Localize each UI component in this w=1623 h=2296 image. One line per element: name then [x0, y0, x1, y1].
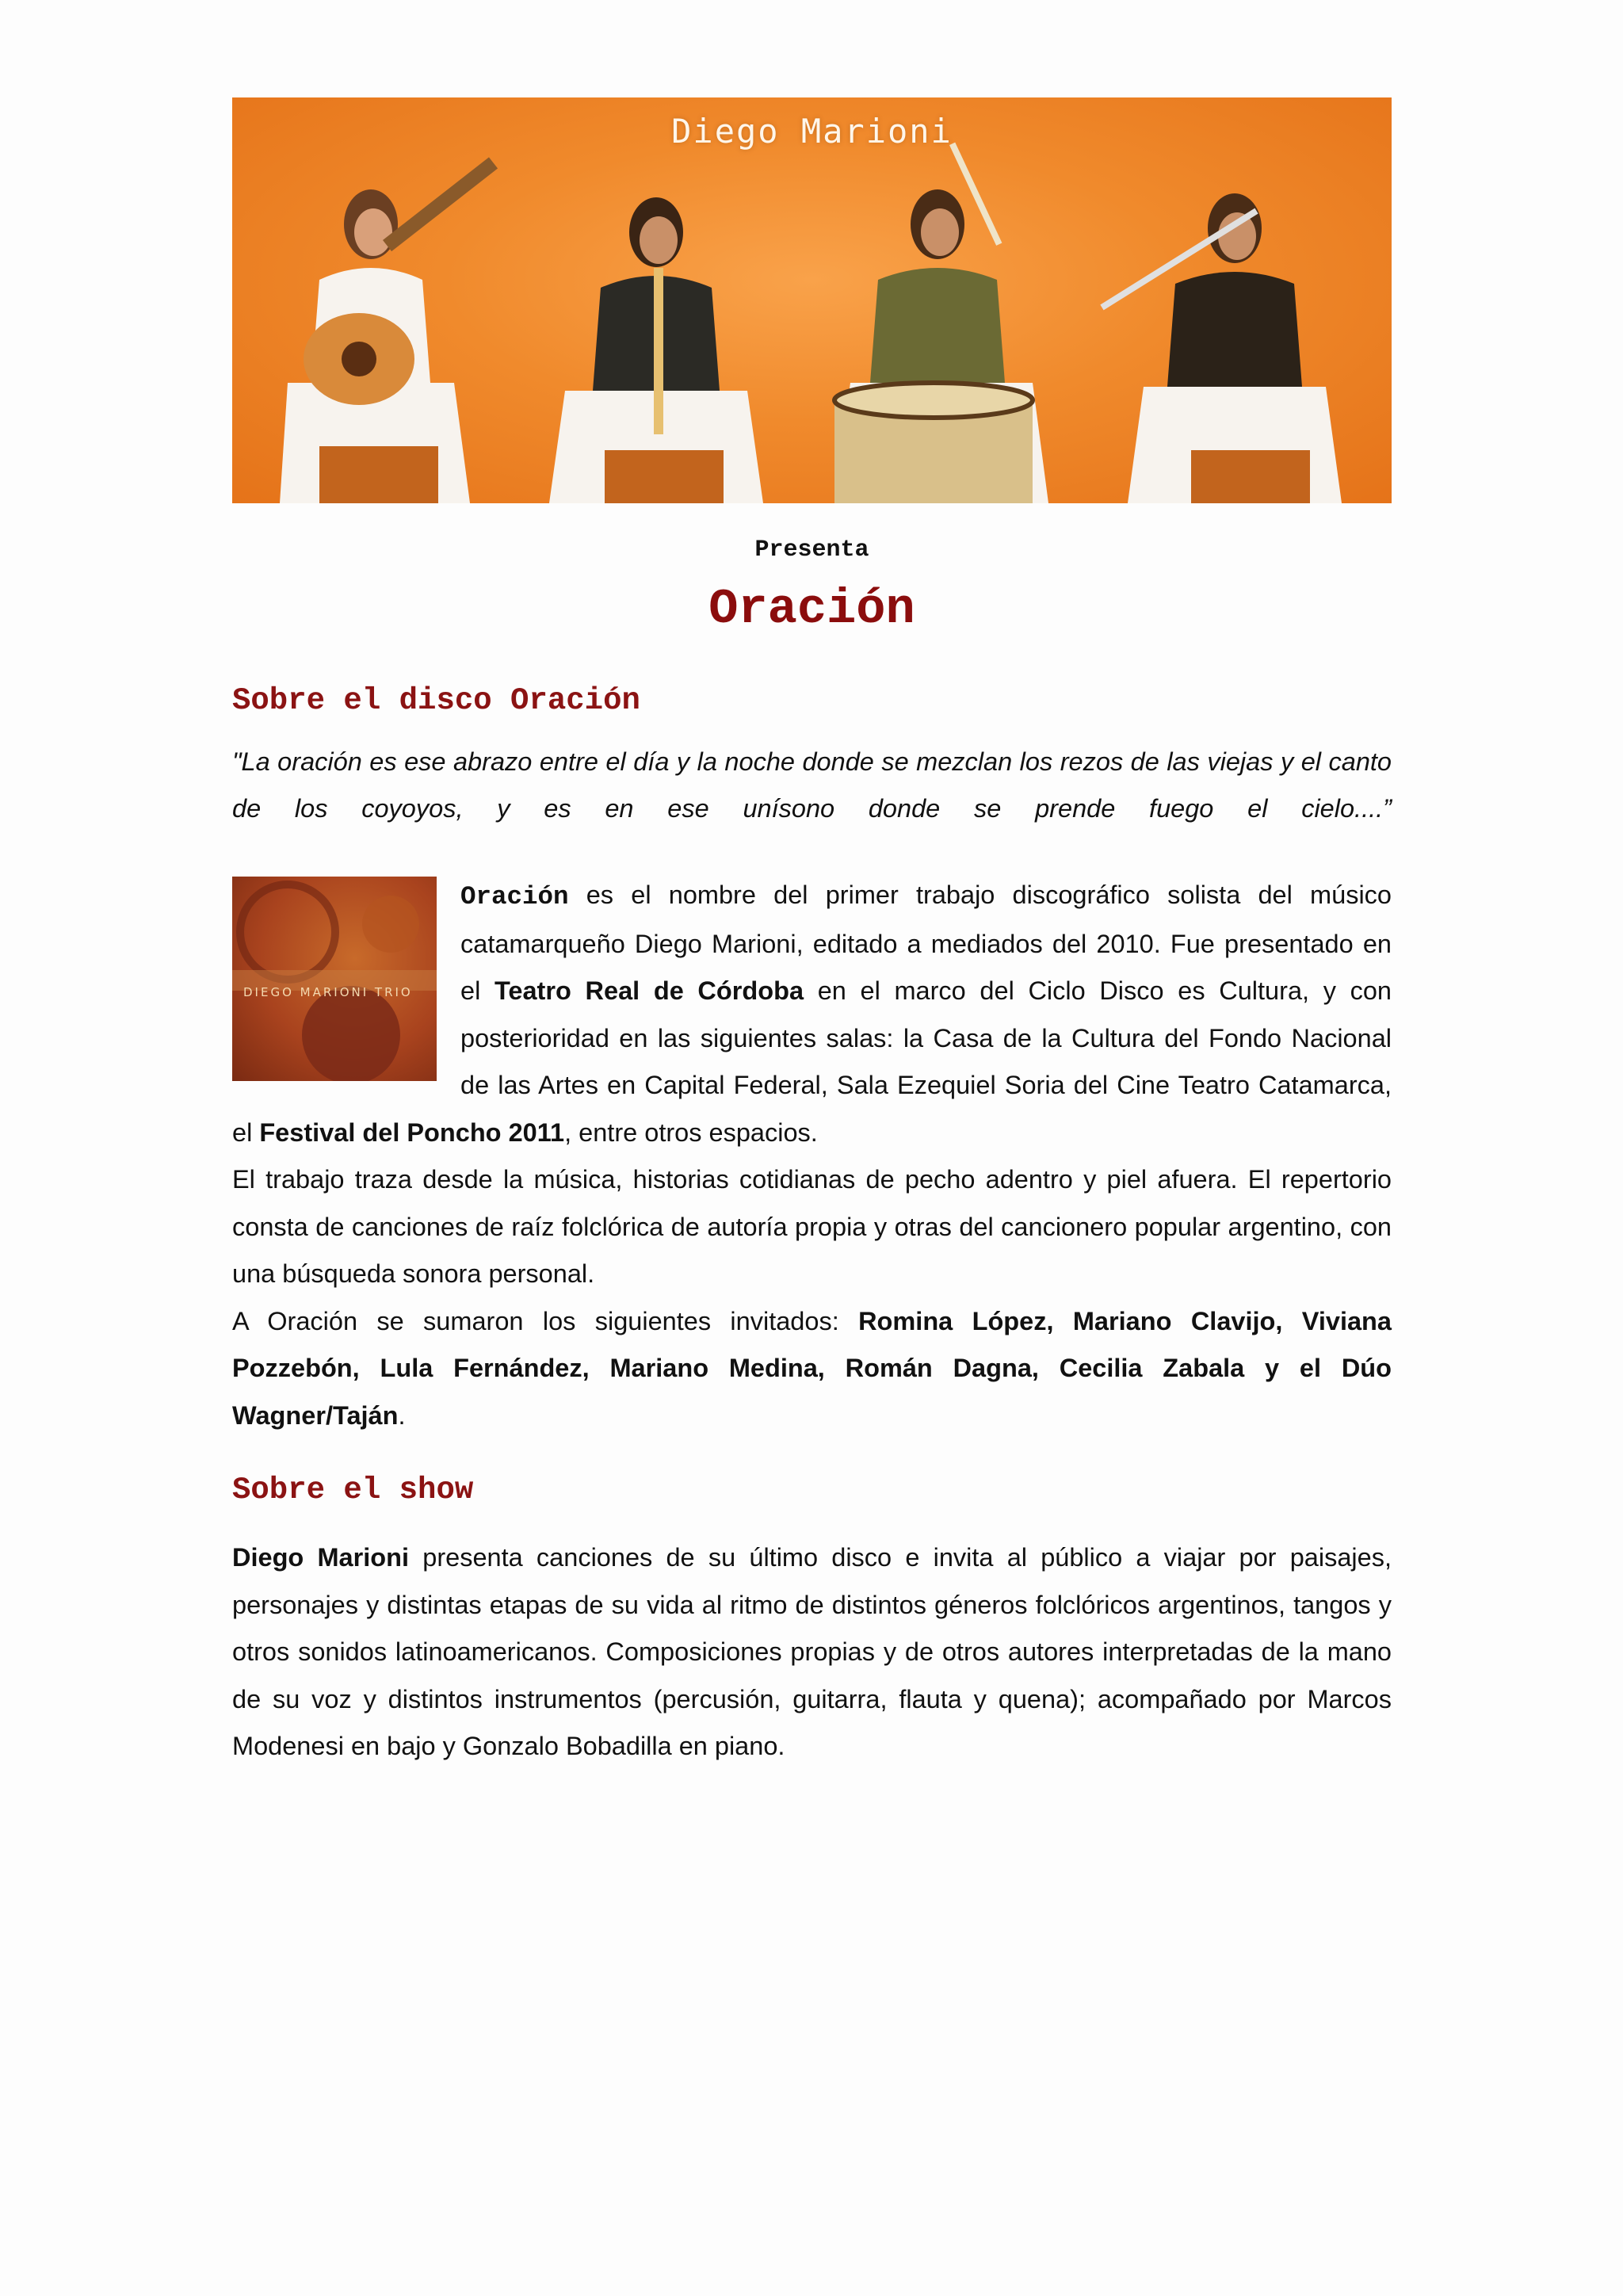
paragraph-text: presenta canciones de su último disco e invita al público a viajar por paisajes, personajes y distintas etapas de su vida al ritmo de distintos géneros folclóricos argentinos, tangos y otros sonidos latinoamericanos. Composiciones propias y de otros autores interpretadas de la mano de su voz y distintos instrumentos (percusión, guitarra, flauta y quena); acompañado por Marcos Modenesi en bajo y Gonzalo Bobadilla en piano.	[232, 1543, 1392, 1760]
album-name: Oración	[460, 882, 569, 911]
banner-title: Diego Marioni	[671, 112, 953, 151]
guest-list: Romina López, Mariano Clavijo, Viviana Pozzebón, Lula Fernández, Mariano Medina, Román Dagna, Cecilia Zabala y el Dúo Wagner/Taján	[232, 1306, 1392, 1430]
paragraph-text: .	[398, 1400, 406, 1430]
presenta-label: Presenta	[754, 537, 869, 563]
quote-paragraph: "La oración es ese abrazo entre el día y la noche donde se mezclan los rezos de las viejas y el canto de los coyoyos, y es en ese unísono donde se prende fuego el cielo....”	[232, 747, 1392, 823]
paragraph-text: en el marco del Ciclo Disco es Cultura, y con posterioridad en las siguientes salas: la Casa de la Cultura del Fondo Nacional de las Artes en Capital Federal, Sala Ezequiel Soria del Cine Teatro Catamarca, el	[232, 976, 1392, 1147]
paragraph-album	[232, 872, 1392, 1156]
paragraph-text: A Oración se sumaron los siguientes invitados:	[232, 1306, 859, 1335]
section-heading-disco: Sobre el disco Oración	[232, 683, 640, 718]
paragraph-guests	[232, 1298, 1392, 1440]
album-cover-image	[232, 877, 437, 1081]
section-heading-show: Sobre el show	[232, 1473, 474, 1507]
paragraph-repertoire: El trabajo traza desde la música, historias cotidianas de pecho adentro y piel afuera. El repertorio consta de canciones de raíz folclórica de autoría propia y otras del cancionero popular argentino, con una búsqueda sonora personal.	[232, 1165, 1392, 1288]
venue-name: Teatro Real de Córdoba	[494, 976, 804, 1005]
paragraph-text: , entre otros espacios.	[564, 1117, 818, 1147]
paragraph-text: es el nombre del primer trabajo discográfico solista del músico catamarqueño Diego Marioni, editado a mediados del 2010. Fue presentado en el	[460, 881, 1392, 1005]
page-title: Oración	[708, 581, 915, 637]
musicians-photo	[232, 97, 1392, 503]
artist-name: Diego Marioni	[232, 1543, 410, 1572]
banner-image	[232, 97, 1392, 503]
album-cover-text: DIEGO MARIONI TRIO	[243, 985, 413, 999]
document-page	[232, 97, 1392, 1771]
paragraph-show	[232, 1534, 1392, 1771]
festival-name: Festival del Poncho 2011	[259, 1117, 565, 1147]
